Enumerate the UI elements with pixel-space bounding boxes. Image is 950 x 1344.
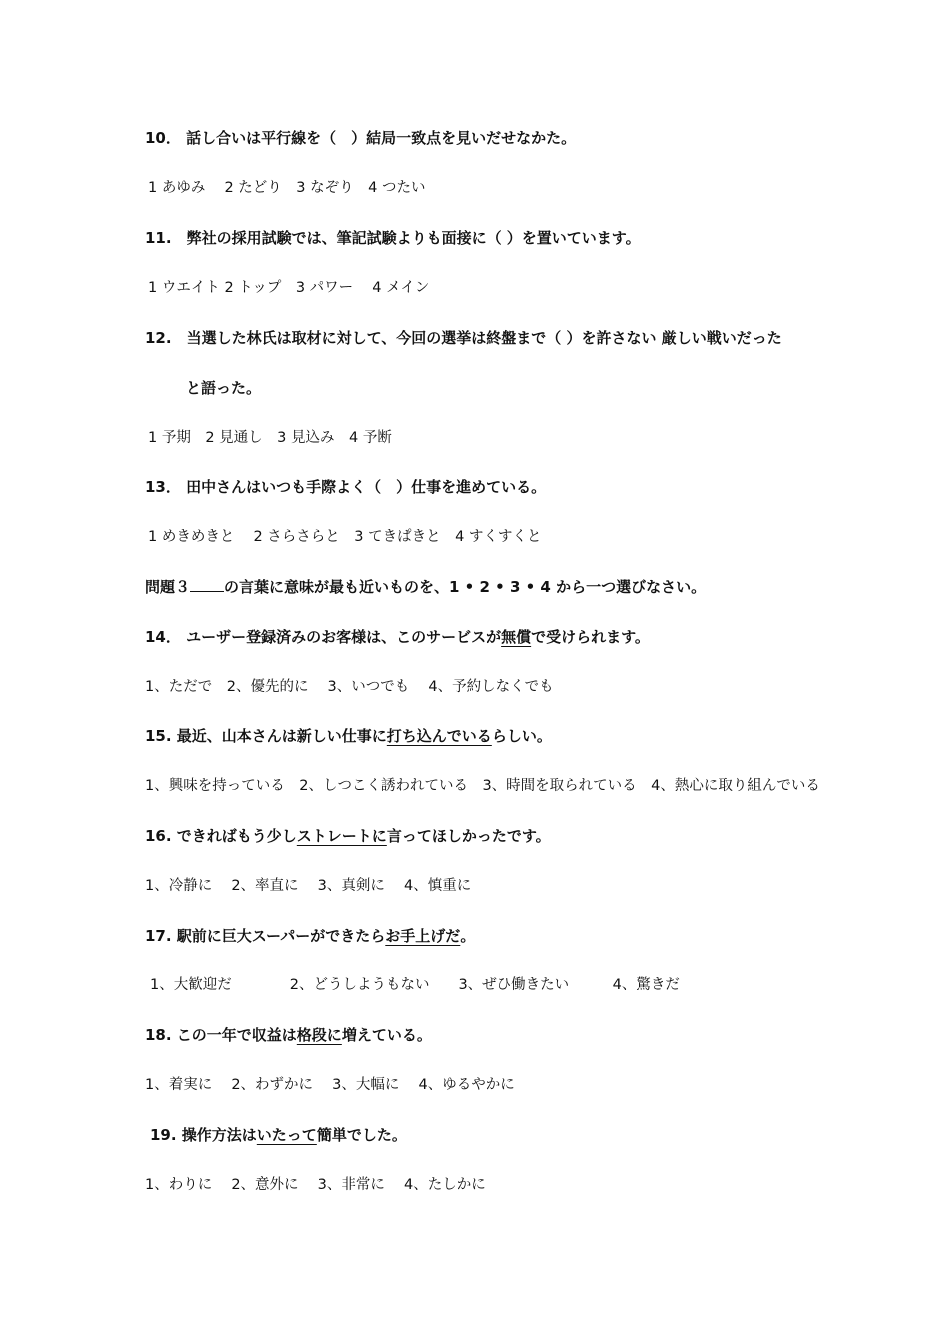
question-16-post: 言ってほしかったです。	[386, 827, 551, 845]
question-13: 13． 田中さんはいつも手際よく（ ）仕事を進めている。	[145, 478, 547, 496]
question-14-post: で受けられます。	[531, 628, 650, 646]
question-18-pre: 18. この一年で収益は	[145, 1026, 297, 1044]
question-16	[145, 826, 551, 846]
question-15-underlined: 打ち込んでいる	[386, 727, 492, 745]
section-label: 問題３	[145, 578, 191, 596]
question-19-underlined: いたって	[256, 1126, 317, 1144]
options-16: 1、冷静に 2、率直に 3、真剣に 4、慎重に	[145, 878, 472, 894]
question-16-pre: 16. できればもう少し	[145, 827, 297, 845]
question-15	[145, 726, 552, 746]
options-12: 1 予期 2 見通し 3 見込み 4 予断	[148, 430, 392, 446]
question-14	[145, 627, 650, 647]
question-17-underlined: お手上げだ	[385, 927, 461, 945]
options-10: 1 あゆみ 2 たどり 3 なぞり 4 つたい	[148, 180, 426, 196]
question-11: 11. 弊社の採用試験では、筆記試験よりも面接に（ ）を置いています。	[145, 229, 641, 247]
question-12: 12. 当選した林氏は取材に対して、今回の選挙は終盤まで（ ）を許さない 厳しい戦いだった	[145, 329, 782, 347]
question-18-underlined: 格段に	[296, 1026, 342, 1044]
question-16-underlined: ストレートに	[296, 827, 387, 845]
options-11: 1 ウエイト 2 トップ 3 パワー 4 メイン	[148, 280, 430, 296]
options-15: 1、興味を持っている 2、しつこく誘われている 3、時間を取られている 4、熱心に取り組んでいる	[145, 778, 820, 794]
blank-underline	[190, 577, 224, 592]
question-14-pre: 14． ユーザー登録済みのお客様は、このサービスが	[145, 628, 502, 646]
options-19: 1、わりに 2、意外に 3、非常に 4、たしかに	[145, 1177, 486, 1193]
question-17	[145, 926, 475, 946]
question-17-pre: 17. 駅前に巨大スーパーができたら	[145, 927, 386, 945]
question-18	[145, 1025, 432, 1045]
question-19-post: 簡単でした。	[316, 1126, 407, 1144]
question-17-post: 。	[460, 927, 476, 945]
question-10: 10． 話し合いは平行線を（ ）結局一致点を見いだせなかた。	[145, 129, 577, 147]
question-19-pre: 19. 操作方法は	[150, 1126, 257, 1144]
options-17: 1、大歓迎だ 2、どうしようもない 3、ぜひ働きたい 4、驚きだ	[150, 977, 680, 993]
section-instruction	[145, 577, 706, 597]
options-13: 1 めきめきと 2 さらさらと 3 てきぱきと 4 すくすくと	[148, 529, 542, 545]
question-15-post: らしい。	[491, 727, 552, 745]
question-14-underlined: 無償	[501, 628, 532, 646]
section-text: の言葉に意味が最も近いものを、1 • 2 • 3 • 4 から一つ選びなさい。	[224, 578, 707, 596]
options-18: 1、着実に 2、わずかに 3、大幅に 4、ゆるやかに	[145, 1077, 515, 1093]
question-18-post: 増えている。	[341, 1026, 432, 1044]
options-14: 1、ただで 2、優先的に 3、いつでも 4、予約しなくでも	[145, 679, 554, 695]
question-15-pre: 15. 最近、山本さんは新しい仕事に	[145, 727, 387, 745]
question-12-continued: と語った。	[186, 379, 262, 397]
question-19	[150, 1125, 407, 1145]
